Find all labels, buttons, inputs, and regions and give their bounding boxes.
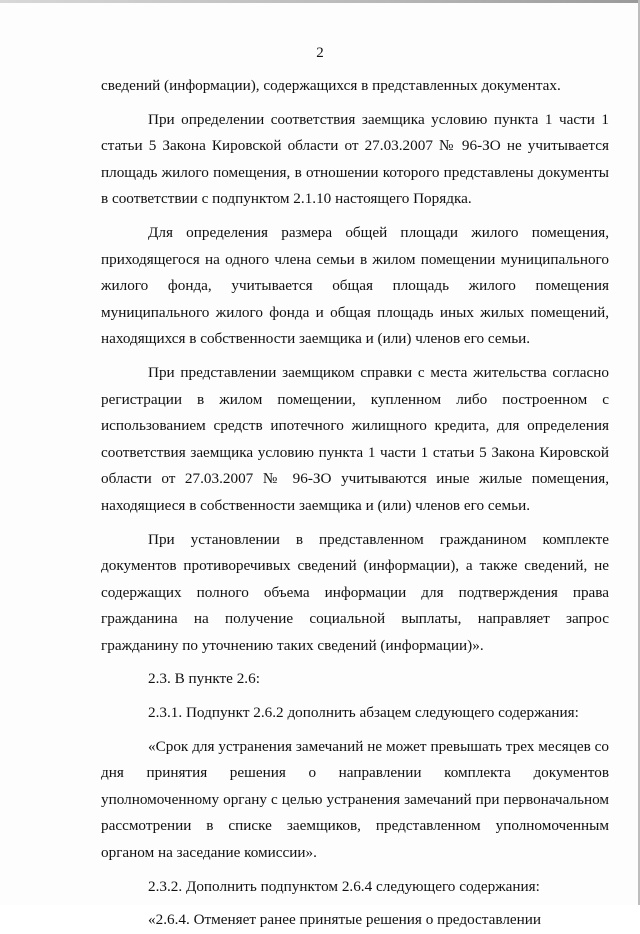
paragraph-continuation: сведений (информации), содержащихся в представленных документах. xyxy=(101,77,561,94)
paragraph-area-exclusion: При определении соответствия заемщика условию пункта 1 части 1 статьи 5 Закона Кировской области от 27.03.2007 № 96-ЗО не учитывается площадь жилого помещения, в отношении которого представлены документы в соответствии с подпунктом 2.1.10 настоящего Порядка. xyxy=(101,110,609,208)
scan-top-edge xyxy=(0,0,640,3)
paragraph-clause-2-3: 2.3. В пункте 2.6: xyxy=(148,670,260,688)
paragraph-residence-certificate: При представлении заемщиком справки с места жительства согласно регистрации в жилом помещении, купленном либо построенном с использованием средств ипотечного жилищного кредита, для определения соответствия заемщика условию пункта 1 части 1 статьи 5 Закона Кировской области от 27.03.2007 № 96-ЗО учитываются иные жилые помещения, находящиеся в собственности заемщика и (или) членов его семьи. xyxy=(101,363,609,514)
paragraph-clause-2-3-2: 2.3.2. Дополнить подпунктом 2.6.4 следующего содержания: xyxy=(148,877,540,895)
paragraph-clause-2-3-1: 2.3.1. Подпункт 2.6.2 дополнить абзацем следующего содержания: xyxy=(148,704,579,722)
paragraph-contradictory-info: При установлении в представленном гражданином комплекте документов противоречивых сведений (информации), а также сведений, не содержащих полного объема информации для подтверждения права гражданина на получение социальной выплаты, направляет запрос гражданину по уточнению таких сведений (информации)». xyxy=(101,530,609,654)
page-number: 2 xyxy=(316,45,324,61)
document-body xyxy=(101,73,609,934)
paragraph-area-calculation: Для определения размера общей площади жилого помещения, приходящегося на одного члена семьи в жилом помещении муниципального жилого фонда, учитывается общая площадь жилого помещения муниципального жилого фонда и общая площадь иных жилых помещений, находящихся в собственности заемщика и (или) членов его семьи. xyxy=(101,223,609,348)
paragraph-clause-2-6-4: «2.6.4. Отменяет ранее принятые решения о предоставлении xyxy=(148,911,542,929)
paragraph-deadline-quote: «Срок для устранения замечаний не может превышать трех месяцев со дня принятия решения о направлении комплекта документов уполномоченному органу с целью устранения замечаний при первоначальном рассмотрении в списке заемщиков, представленном уполномоченным органом на заседание комиссии». xyxy=(101,737,609,862)
